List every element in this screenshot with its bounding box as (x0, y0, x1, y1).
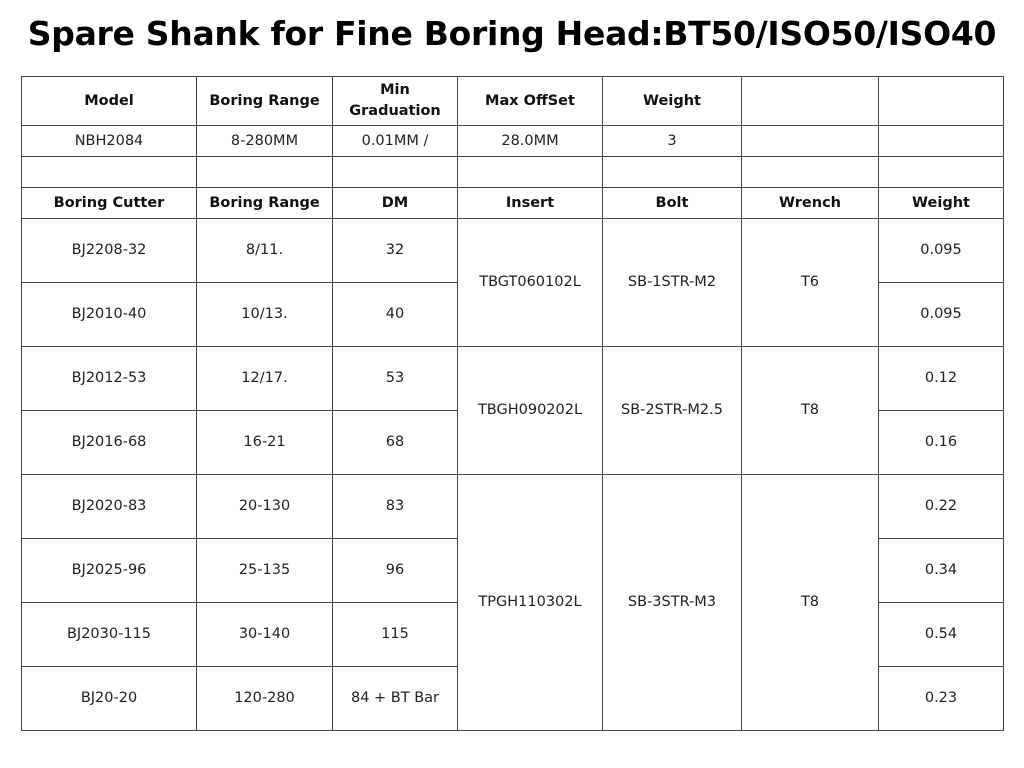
header-cell: DM (333, 188, 458, 219)
weight-cell: 0.12 (879, 347, 1004, 411)
wrench-cell: T8 (742, 347, 879, 475)
header-cell: Min Graduation (333, 77, 458, 126)
range-cell: 120-280 (197, 667, 333, 731)
insert-cell: TBGT060102L (458, 219, 603, 347)
weight-cell: 0.34 (879, 539, 1004, 603)
table-cell (603, 157, 742, 188)
wrench-cell: T6 (742, 219, 879, 347)
range-cell: 8/11. (197, 219, 333, 283)
table-cell: NBH2084 (22, 126, 197, 157)
weight-cell: 0.54 (879, 603, 1004, 667)
header-cell (879, 77, 1004, 126)
table-row (22, 475, 1004, 539)
header-cell: Boring Range (197, 77, 333, 126)
table-cell (22, 157, 197, 188)
weight-cell: 0.16 (879, 411, 1004, 475)
range-cell: 10/13. (197, 283, 333, 347)
table-cell (333, 157, 458, 188)
range-cell: 25-135 (197, 539, 333, 603)
bolt-cell: SB-2STR-M2.5 (603, 347, 742, 475)
range-cell: 20-130 (197, 475, 333, 539)
table-cell (879, 126, 1004, 157)
cutter-header-row (22, 188, 1004, 219)
cutter-cell: BJ20-20 (22, 667, 197, 731)
header-cell (742, 77, 879, 126)
dm-cell: 115 (333, 603, 458, 667)
cutter-cell: BJ2208-32 (22, 219, 197, 283)
cutter-cell: BJ2012-53 (22, 347, 197, 411)
empty-row (22, 157, 1004, 188)
insert-cell: TPGH110302L (458, 475, 603, 731)
table-cell (458, 157, 603, 188)
insert-cell: TBGH090202L (458, 347, 603, 475)
cutter-cell: BJ2010-40 (22, 283, 197, 347)
cutter-cell: BJ2030-115 (22, 603, 197, 667)
table-cell (742, 157, 879, 188)
dm-cell: 53 (333, 347, 458, 411)
dm-cell: 40 (333, 283, 458, 347)
header-cell: Weight (603, 77, 742, 126)
header-cell: Insert (458, 188, 603, 219)
weight-cell: 0.23 (879, 667, 1004, 731)
cutter-cell: BJ2025-96 (22, 539, 197, 603)
table-row (22, 347, 1004, 411)
header-cell: Wrench (742, 188, 879, 219)
dm-cell: 32 (333, 219, 458, 283)
header-cell: Boring Range (197, 188, 333, 219)
cutter-cell: BJ2020-83 (22, 475, 197, 539)
table-cell: 3 (603, 126, 742, 157)
header-cell: Model (22, 77, 197, 126)
dm-cell: 83 (333, 475, 458, 539)
table-cell (742, 126, 879, 157)
table-cell (197, 157, 333, 188)
weight-cell: 0.22 (879, 475, 1004, 539)
spec-table (21, 76, 1004, 731)
table-cell: 0.01MM / (333, 126, 458, 157)
dm-cell: 68 (333, 411, 458, 475)
wrench-cell: T8 (742, 475, 879, 731)
range-cell: 16-21 (197, 411, 333, 475)
bolt-cell: SB-1STR-M2 (603, 219, 742, 347)
table-cell: 8-280MM (197, 126, 333, 157)
cutter-cell: BJ2016-68 (22, 411, 197, 475)
weight-cell: 0.095 (879, 283, 1004, 347)
shank-header-row (22, 77, 1004, 126)
shank-data-row (22, 126, 1004, 157)
header-cell: Bolt (603, 188, 742, 219)
table-row (22, 219, 1004, 283)
dm-cell: 96 (333, 539, 458, 603)
table-cell: 28.0MM (458, 126, 603, 157)
bolt-cell: SB-3STR-M3 (603, 475, 742, 731)
dm-cell: 84 + BT Bar (333, 667, 458, 731)
page-title: Spare Shank for Fine Boring Head:BT50/ISO50/ISO40 (27, 14, 997, 53)
range-cell: 12/17. (197, 347, 333, 411)
range-cell: 30-140 (197, 603, 333, 667)
header-cell: Boring Cutter (22, 188, 197, 219)
header-cell: Max OffSet (458, 77, 603, 126)
header-cell: Weight (879, 188, 1004, 219)
table-cell (879, 157, 1004, 188)
weight-cell: 0.095 (879, 219, 1004, 283)
